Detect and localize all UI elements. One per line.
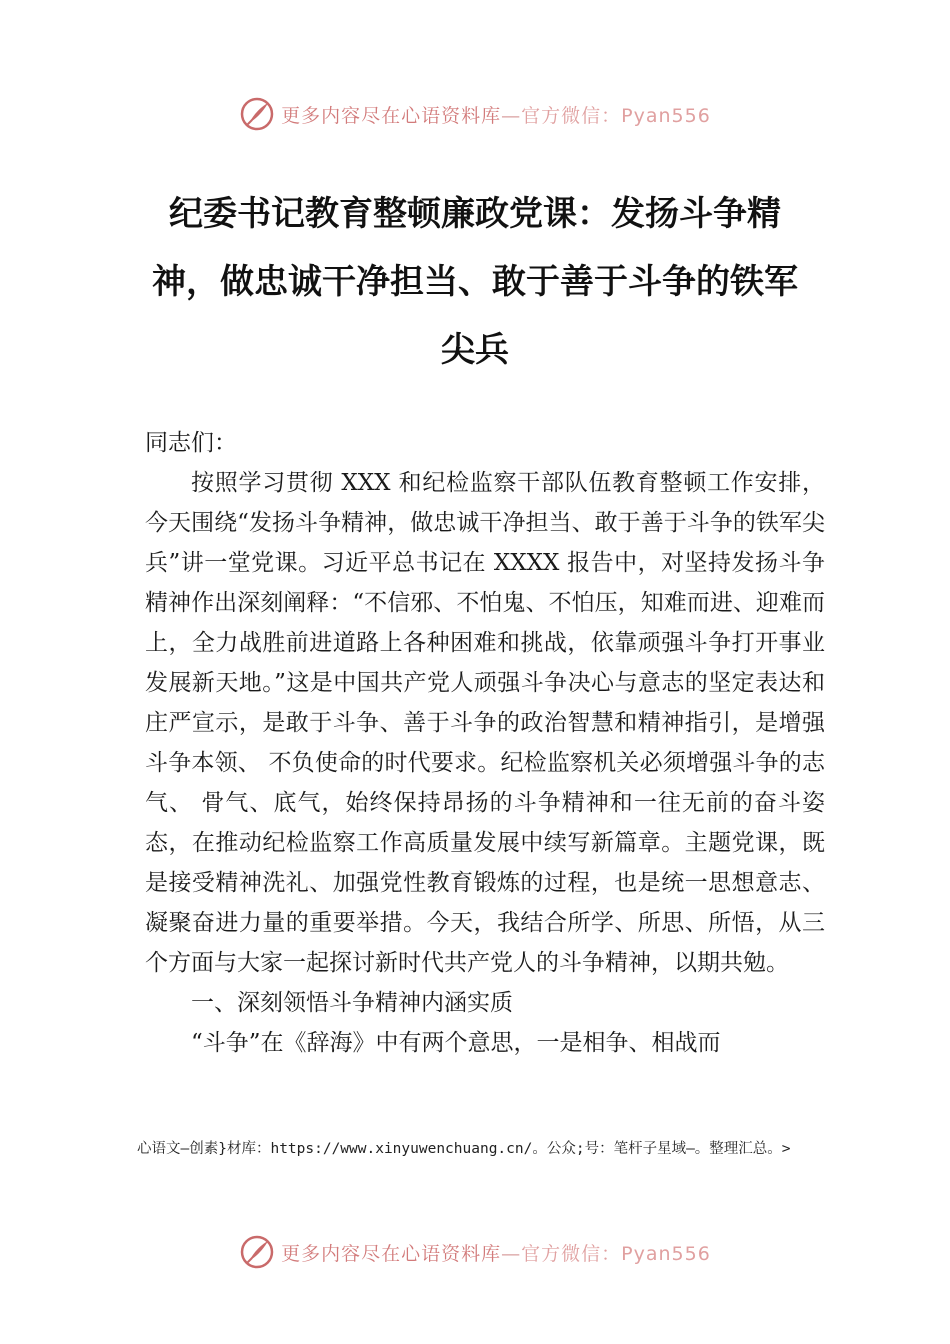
banner-text: [281, 101, 711, 128]
banner-wechat-text: 官方微信：Pyan556: [521, 1242, 711, 1265]
banner-site-text: 更多内容尽在心语资料库: [281, 1242, 502, 1265]
section-heading-1: 一、深刻领悟斗争精神内涵实质: [191, 990, 513, 1016]
body-paragraph-2: “斗争”在《辞海》中有两个意思，一是相争、相战而: [191, 1030, 721, 1056]
salutation: 同志们：: [145, 430, 237, 456]
header-watermark-banner: [0, 92, 950, 136]
banner-wechat-text: 官方微信：Pyan556: [521, 104, 711, 127]
banner-site-text: 更多内容尽在心语资料库: [281, 104, 502, 127]
banner-text: [281, 1239, 711, 1266]
document-title: 纪委书记教育整顿廉政党课：发扬斗争精神，做忠诚干净担当、敢于善于斗争的铁军尖兵: [152, 194, 798, 370]
banner-separator: —: [501, 1242, 522, 1265]
footer-watermark-banner: [0, 1230, 950, 1274]
quill-logo-icon: [239, 1234, 275, 1270]
quill-logo-icon: [239, 96, 275, 132]
body-paragraph-1: 按照学习贯彻 XXX 和纪检监察干部队伍教育整顿工作安排，今天围绕“发扬斗争精神，做忠诚干净担当、敢于善于斗争的铁军尖兵”讲一堂党课。习近平总书记在 XXXX 报告中，对坚持发扬斗争精神作出深刻阐释：“不信邪、不怕鬼、不怕压，知难而进、迎难而上，全力战胜前进道路上各种困难和挑战，依靠顽强斗争打开事业发展新天地。”这是中国共产党人顽强斗争决心与意志的坚定表达和庄严宣示，是敢于斗争、善于斗争的政治智慧和精神指引，是增强斗争本领、 不负使命的时代要求。纪检监察机关必须增强斗争的志气、 骨气、底气，始终保持昂扬的斗争精神和一往无前的奋斗姿态，在推动纪检监察工作高质量发展中续写新篇章。主题党课，既是接受精神洗礼、加强党性教育锻炼的过程，也是统一思想意志、凝聚奋进力量的重要举措。今天，我结合所学、所思、所悟，从三个方面与大家一起探讨新时代共产党人的斗争精神，以期共勉。: [145, 470, 825, 976]
footer-source-note: 心语文—创素}材库：https://www.xinyuwenchuang.cn/。公众;号：笔杆子星域—。整理汇总。>: [137, 1141, 791, 1157]
document-body: [145, 423, 825, 1063]
banner-separator: —: [501, 104, 522, 127]
